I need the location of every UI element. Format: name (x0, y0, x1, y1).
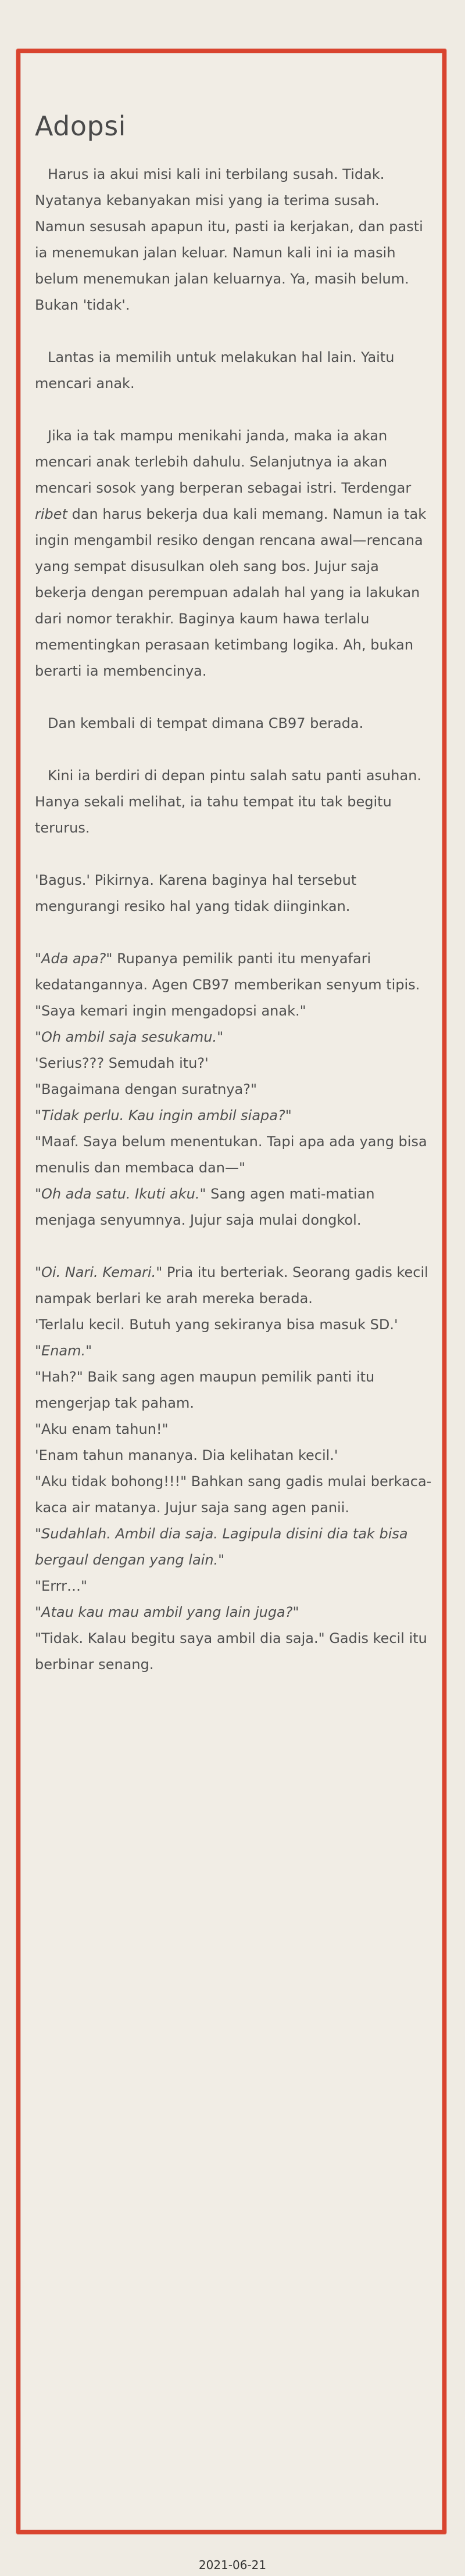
dialogue-line: 'Terlalu kecil. Butuh yang sekiranya bisa masuk SD.' (35, 1316, 398, 1333)
dialogue-line (35, 1260, 433, 1312)
dialogue-line: "Errr…" (35, 1578, 87, 1594)
paragraph-6: 'Bagus.' Pikirnya. Karena baginya hal tersebut mengurangi resiko hal yang tidak diinginkan. (35, 872, 357, 914)
dialogue-line: 'Serius??? Semudah itu?' (35, 1055, 209, 1071)
dialogue-block-2 (35, 1260, 433, 1678)
dialogue-italic: "Atau kau mau ambil yang lain juga?" (35, 1604, 299, 1620)
dialogue-italic: "Tidak perlu. Kau ingin ambil siapa?" (35, 1107, 292, 1124)
paragraph-3-text-b: dan harus bekerja dua kali memang. Namun ia tak ingin mengambil resiko dengan rencana awal—rencana yang sempat disusulkan oleh sang bos. Jujur saja bekerja dengan perempuan adalah hal yang ia lakukan dari nomor terakhir. Baginya kaum hawa terlalu mementingkan perasaan ketimbang logika. Ah, bukan berarti ia membencinya. (35, 506, 427, 679)
dialogue-line (35, 946, 433, 998)
paragraph-2: Lantas ia memilih untuk melakukan hal lain. Yaitu mencari anak. (35, 349, 395, 392)
dialogue-italic: "Ada apa?" (35, 950, 113, 967)
dialogue-text: Rupanya pemilik panti itu menyafari kedatangannya. Agen CB97 memberikan senyum tipis. (35, 950, 420, 993)
paragraph-3-text-a: Jika ia tak mampu menikahi janda, maka ia akan mencari anak terlebih dahulu. Selanjutnya ia akan mencari sosok yang berperan sebagai istri. Terdengar (35, 428, 412, 496)
dialogue-line: "Saya kemari ingin mengadopsi anak." (35, 1003, 306, 1019)
dialogue-line (35, 1103, 433, 1129)
dialogue-line: "Maaf. Saya belum menentukan. Tapi apa ada yang bisa menulis dan membaca dan—" (35, 1133, 427, 1176)
paragraph-5: Kini ia berdiri di depan pintu salah satu panti asuhan. Hanya sekali melihat, ia tahu tempat itu tak begitu terurus. (35, 767, 422, 836)
dialogue-italic: "Oh ambil saja sesukamu." (35, 1029, 224, 1045)
dialogue-italic: "Sudahlah. Ambil dia saja. Lagipula disini dia tak bisa bergaul dengan yang lain." (35, 1526, 408, 1568)
dialogue-italic: "Oi. Nari. Kemari." (35, 1264, 163, 1280)
dialogue-line: "Bagaimana dengan suratnya?" (35, 1081, 257, 1097)
paragraph-3 (35, 423, 433, 684)
dialogue-line: 'Enam tahun mananya. Dia kelihatan kecil.' (35, 1447, 338, 1463)
dialogue-block-1 (35, 946, 433, 1233)
dialogue-line: "Tidak. Kalau begitu saya ambil dia saja." Gadis kecil itu berbinar senang. (35, 1630, 427, 1673)
dialogue-italic: "Enam." (35, 1343, 92, 1359)
dialogue-text: Sang agen mati-matian menjaga senyumnya. Jujur saja mulai dongkol. (35, 1186, 375, 1228)
dialogue-line (35, 1024, 433, 1050)
dialogue-line (35, 1521, 433, 1573)
dialogue-line: "Hah?" Baik sang agen maupun pemilik panti itu mengerjap tak paham. (35, 1369, 375, 1411)
dialogue-line (35, 1599, 433, 1626)
story-title: Adopsi (35, 110, 126, 142)
post-date: 2021-06-21 (198, 2558, 267, 2572)
paragraph-3-italic: ribet (35, 506, 67, 522)
dialogue-line (35, 1338, 433, 1364)
dialogue-italic: "Oh ada satu. Ikuti aku." (35, 1186, 206, 1202)
dialogue-line (35, 1181, 433, 1233)
dialogue-line: "Aku enam tahun!" (35, 1421, 169, 1437)
story-content (35, 110, 433, 1704)
paragraph-1: Harus ia akui misi kali ini terbilang susah. Tidak. Nyatanya kebanyakan misi yang ia terima susah. Namun sesusah apapun itu, pasti ia kerjakan, dan pasti ia menemukan jalan keluar. Namun kali ini ia masih belum menemukan jalan keluarnya. Ya, masih belum. Bukan 'tidak'. (35, 166, 423, 313)
paragraph-4: Dan kembali di tempat dimana CB97 berada. (48, 715, 364, 731)
dialogue-text: Pria itu berteriak. Seorang gadis kecil nampak berlari ke arah mereka berada. (35, 1264, 428, 1307)
dialogue-line: "Aku tidak bohong!!!" Bahkan sang gadis mulai berkaca-kaca air matanya. Jujur saja sang agen panii. (35, 1473, 432, 1516)
